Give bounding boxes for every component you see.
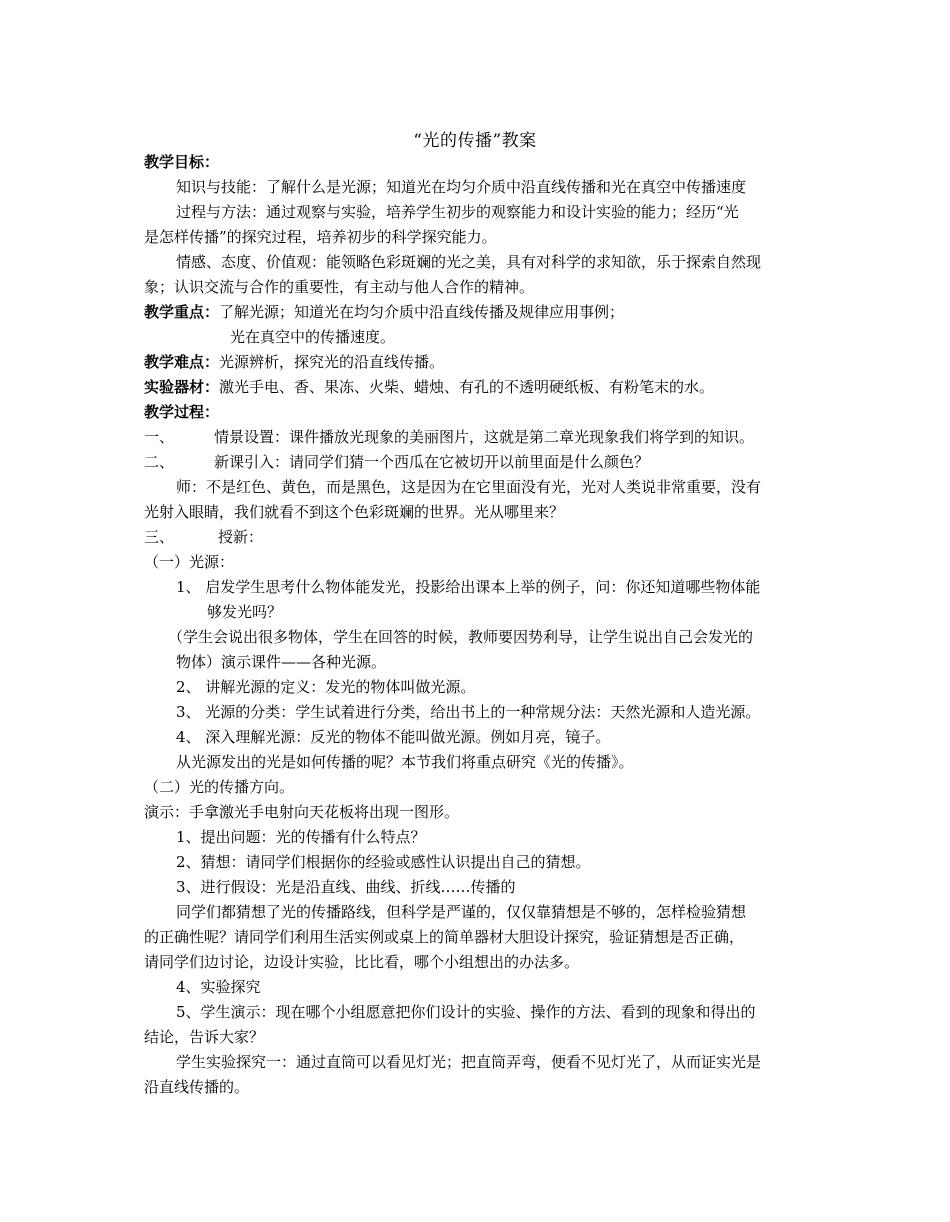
objective-process-line1: 过程与方法：通过观察与实验，培养学生初步的观察能力和设计实验的能力；经历“光 <box>176 203 739 221</box>
key-points-label: 教学重点： <box>144 303 220 321</box>
paragraph-line2: 的正确性呢？请同学们利用生活实例或桌上的简单器材大胆设计探究，验证猜想是否正确， <box>144 928 745 946</box>
process-heading: 教学过程： <box>144 403 220 421</box>
sub2-heading: （二）光的传播方向。 <box>144 778 295 796</box>
key-points-line2: 光在真空中的传播速度。 <box>230 328 396 346</box>
step2-line <box>144 451 814 473</box>
key-points-line1 <box>144 301 814 323</box>
demo-line: 演示：手拿激光手电射向天花板将出现一图形。 <box>144 803 460 821</box>
step1-line <box>144 426 814 448</box>
difficulties-text: 光源辨析，探究光的沿直线传播。 <box>219 353 445 371</box>
objective-process-line2: 是怎样传播”的探究过程，培养初步的科学探究能力。 <box>144 228 497 246</box>
item2-line: 2、 讲解光源的定义：发光的物体叫做光源。 <box>176 678 476 696</box>
item3-line: 3、 光源的分类：学生试着进行分类，给出书上的一种常规分法：天然光源和人造光源。 <box>176 703 761 721</box>
teacher-line2: 光射入眼睛，我们就看不到这个色彩斑斓的世界。光从哪里来？ <box>144 503 565 521</box>
paragraph-line3: 请同学们边讨论，边设计实验，比比看，哪个小组想出的办法多。 <box>144 953 580 971</box>
sub1-heading: （一）光源： <box>144 553 235 571</box>
key-points-text1: 了解光源；知道光在均匀介质中沿直线传播及规律应用事例； <box>219 303 625 321</box>
objective-knowledge: 知识与技能：了解什么是光源；知道光在均匀介质中沿直线传播和光在真空中传播速度 <box>176 178 747 196</box>
question4-line: 4、实验探究 <box>176 978 261 996</box>
difficulties-line <box>144 351 814 373</box>
note-line1: （学生会说出很多物体，学生在回答的时候，教师要因势利导，让学生说出自己会发光的 <box>168 628 754 646</box>
objective-emotion-line1: 情感、态度、价值观：能领略色彩斑斓的光之美，具有对科学的求知欲，乐于探索自然现 <box>176 253 762 271</box>
question5-line2: 结论，告诉大家？ <box>144 1028 265 1046</box>
step1-text: 情景设置：课件播放光现象的美丽图片，这就是第二章光现象我们将学到的知识。 <box>214 428 755 446</box>
difficulties-label: 教学难点： <box>144 353 220 371</box>
question3-line: 3、进行假设：光是沿直线、曲线、折线……传播的 <box>176 878 516 896</box>
equipment-label: 实验器材： <box>144 378 220 396</box>
step3-number: 三、 <box>144 528 175 546</box>
paragraph-line1: 同学们都猜想了光的传播路线，但科学是严谨的，仅仅靠猜想是不够的，怎样检验猜想 <box>176 903 747 921</box>
experiment-line1: 学生实验探究一：通过直筒可以看见灯光；把直筒弄弯，便看不见灯光了，从而证实光是 <box>176 1053 762 1071</box>
objectives-heading: 教学目标： <box>144 153 220 171</box>
document-title: “光的传播”教案 <box>413 131 537 151</box>
step2-text: 新课引入：请同学们猜一个西瓜在它被切开以前里面是什么颜色？ <box>214 453 650 471</box>
objective-emotion-line2: 象；认识交流与合作的重要性，有主动与他人合作的精神。 <box>144 278 535 296</box>
item1-line1: 1、 启发学生思考什么物体能发光，投影给出课本上举的例子，问：你还知道哪些物体能 <box>176 578 761 596</box>
step2-number: 二、 <box>144 453 175 471</box>
note-line2: 物体）演示课件——各种光源。 <box>176 653 387 671</box>
equipment-text: 激光手电、香、果冻、火柴、蜡烛、有孔的不透明硬纸板、有粉笔末的水。 <box>219 378 715 396</box>
transition-line: 从光源发出的光是如何传播的呢？本节我们将重点研究《光的传播》。 <box>176 753 634 771</box>
teacher-line1: 师：不是红色、黄色，而是黑色，这是因为在它里面没有光，光对人类说非常重要，没有 <box>176 478 762 496</box>
step1-number: 一、 <box>144 428 175 446</box>
step3-line <box>144 526 814 548</box>
equipment-line <box>144 376 814 398</box>
step3-text: 授新： <box>218 528 264 546</box>
item4-line: 4、 深入理解光源：反光的物体不能叫做光源。例如月亮，镜子。 <box>176 728 611 746</box>
question2-line: 2、猜想：请同学们根据你的经验或感性认识提出自己的猜想。 <box>176 853 591 871</box>
item1-line2: 够发光吗？ <box>207 603 283 621</box>
question1-line: 1、提出问题：光的传播有什么特点？ <box>176 828 426 846</box>
question5-line1: 5、学生演示：现在哪个小组愿意把你们设计的实验、操作的方法、看到的现象和得出的 <box>176 1003 756 1021</box>
experiment-line2: 沿直线传播的。 <box>144 1078 250 1096</box>
